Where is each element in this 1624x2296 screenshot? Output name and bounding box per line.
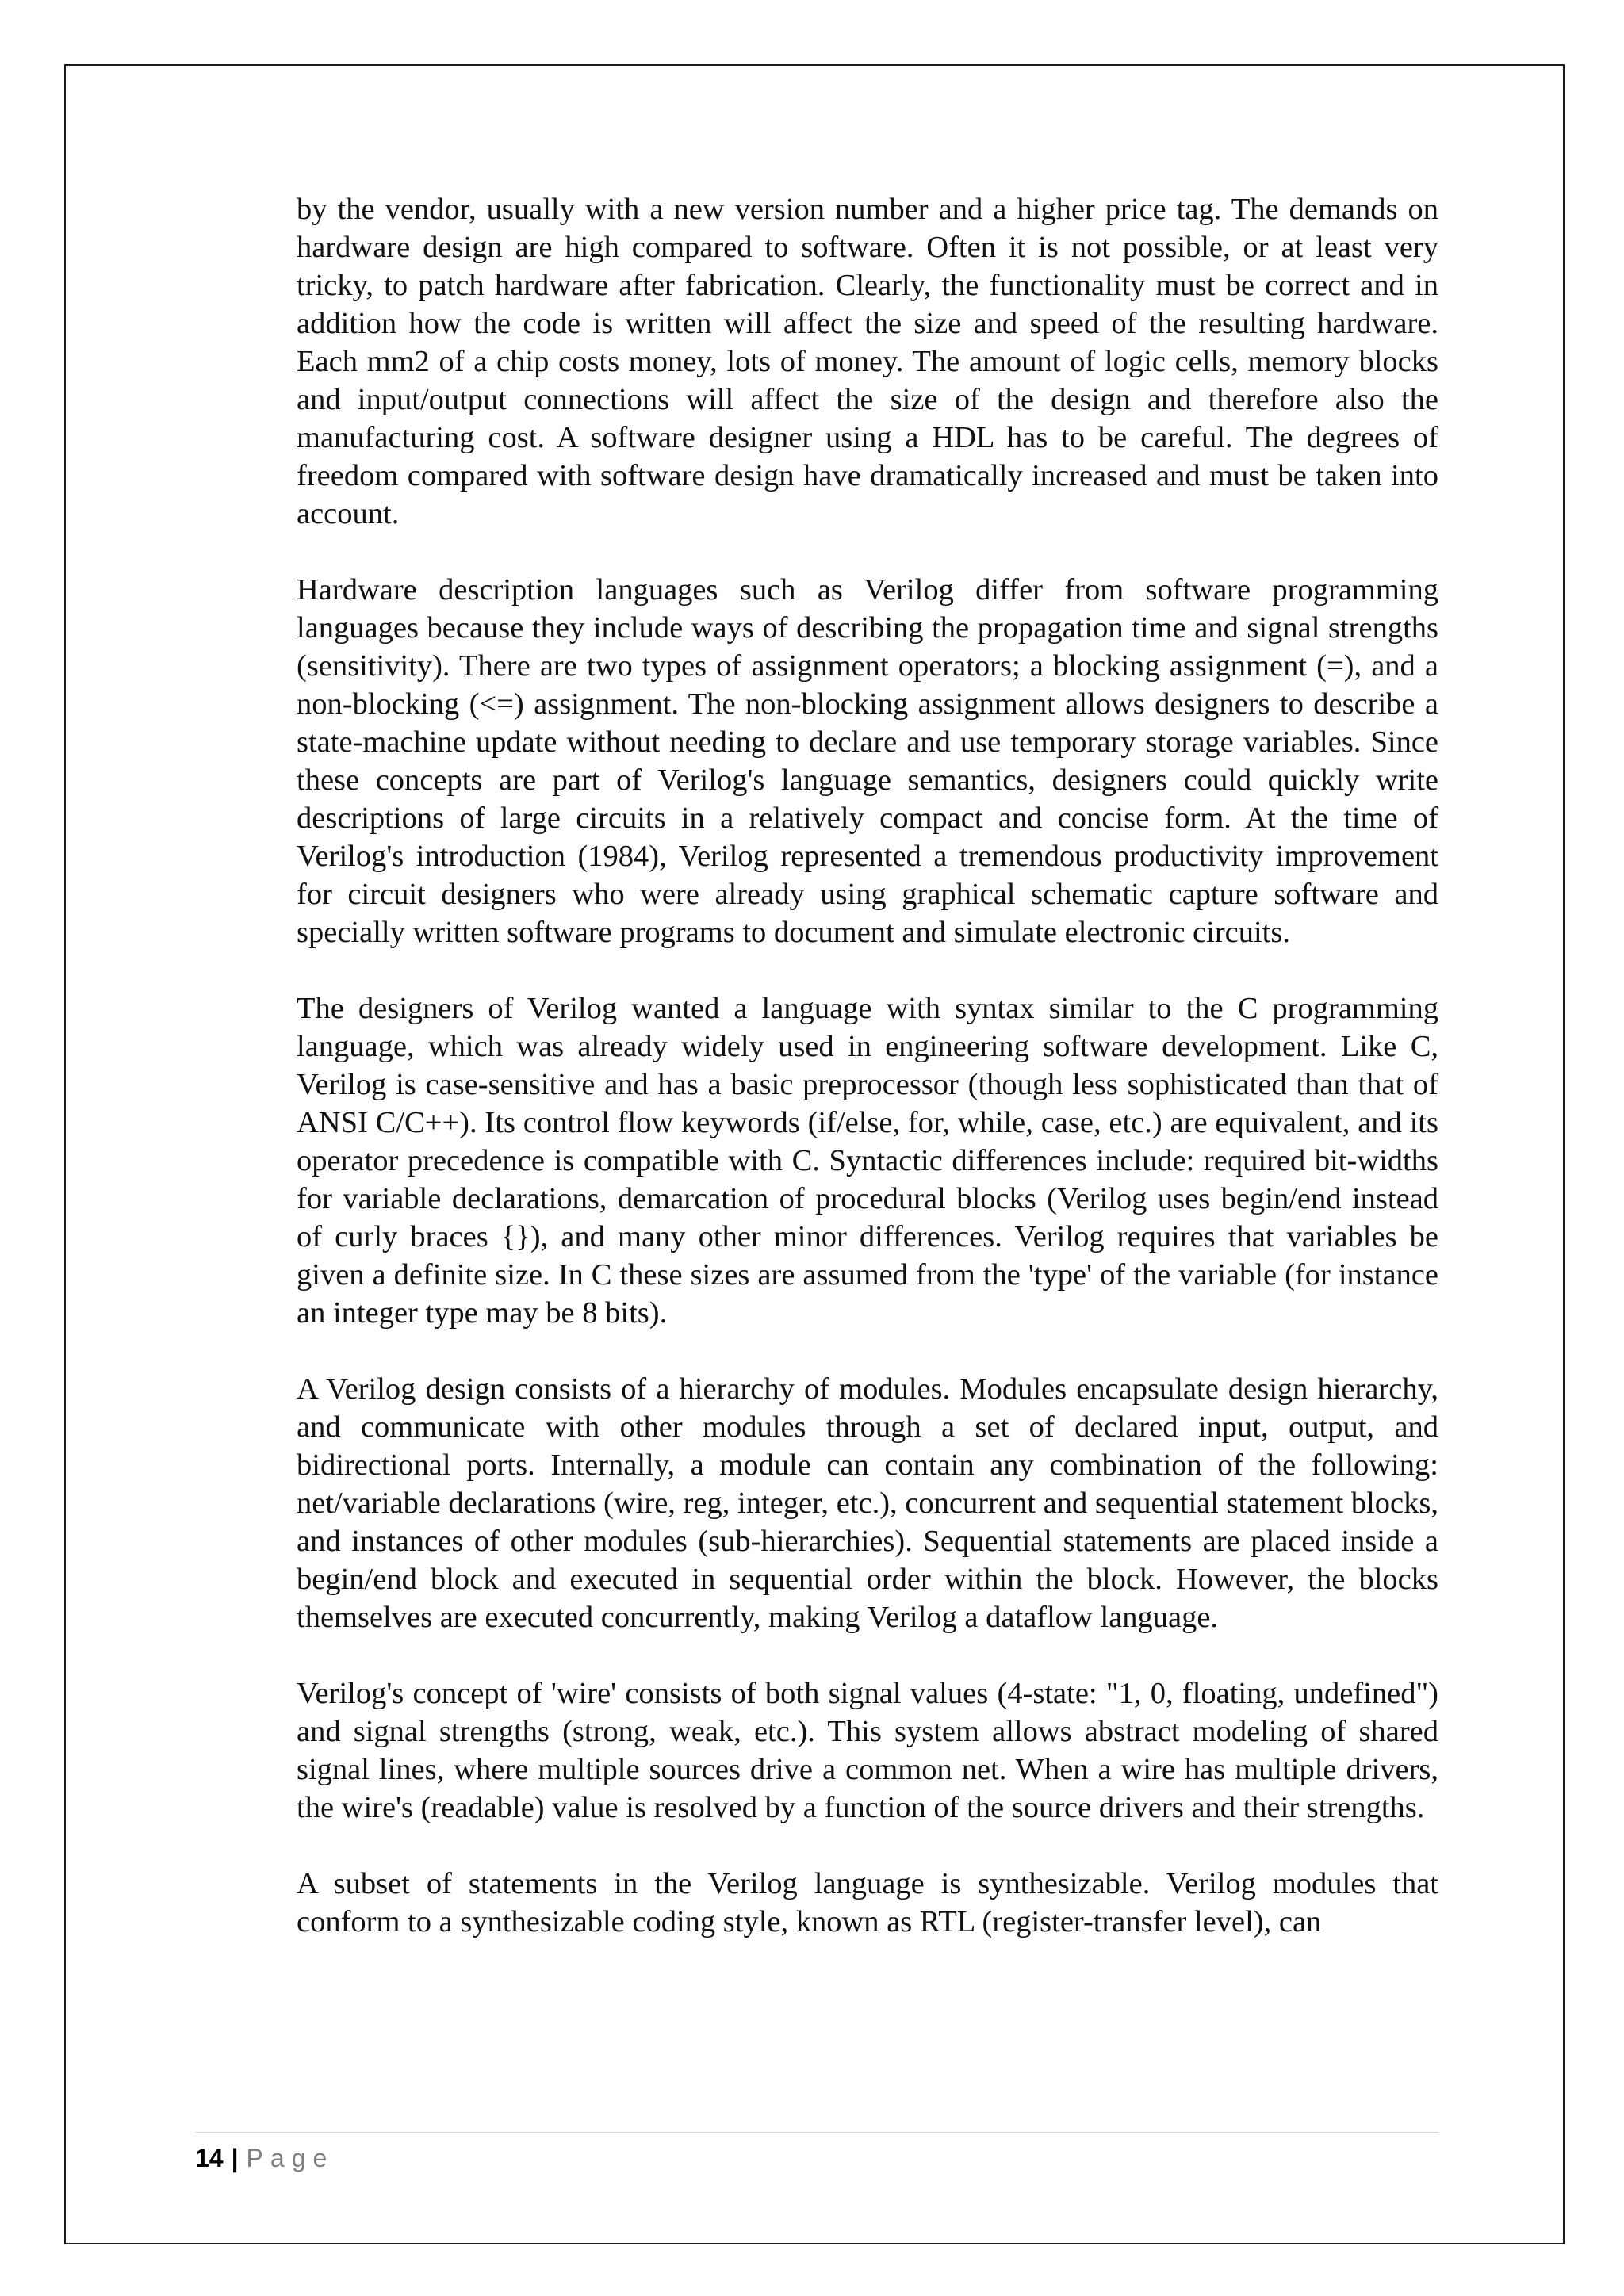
page-number: 14 xyxy=(195,2144,224,2172)
paragraph-4: A Verilog design consists of a hierarchy of modules. Modules encapsulate design hierarchy, and communicate with other modules through a set of declared input, output, and bidirectional ports. Internally, a module can contain any combination of the following: net/variable declarations (wire, reg, integer, etc.), concurrent and sequential statement blocks, and instances of other modules (sub-hierarchies). Sequential statements are placed inside a begin/end block and executed in sequential order within the block. However, the blocks themselves are executed concurrently, making Verilog a dataflow language. xyxy=(297,1372,1438,1634)
paragraph-3: The designers of Verilog wanted a language with syntax similar to the C programming language, which was already widely used in engineering software development. Like C, Verilog is case-sensitive and has a basic preprocessor (though less sophisticated than that of ANSI C/C++). Its control flow keywords (if/else, for, while, case, etc.) are equivalent, and its operator precedence is compatible with C. Syntactic differences include: required bit-widths for variable declarations, demarcation of procedural blocks (Verilog uses begin/end instead of curly braces {}), and many other minor differences. Verilog requires that variables be given a definite size. In C these sizes are assumed from the 'type' of the variable (for instance an integer type may be 8 bits). xyxy=(297,992,1438,1330)
page-label: Page xyxy=(246,2144,335,2172)
paragraph-6: A subset of statements in the Verilog language is synthesizable. Verilog modules that conform to a synthesizable coding style, known as RTL (register-transfer level), can xyxy=(297,1867,1438,1938)
page-footer xyxy=(195,2142,334,2174)
body-text xyxy=(297,190,1438,1941)
paragraph-2: Hardware description languages such as Verilog differ from software programming languages because they include ways of describing the propagation time and signal strengths (sensitivity). There are two types of assignment operators; a blocking assignment (=), and a non-blocking (<=) assignment. The non-blocking assignment allows designers to describe a state-machine update without needing to declare and use temporary storage variables. Since these concepts are part of Verilog's language semantics, designers could quickly write descriptions of large circuits in a relatively compact and concise form. At the time of Verilog's introduction (1984), Verilog represented a tremendous productivity improvement for circuit designers who were already using graphical schematic capture software and specially written software programs to document and simulate electronic circuits. xyxy=(297,573,1438,949)
footer-separator: | xyxy=(231,2144,239,2172)
footer-rule xyxy=(195,2132,1438,2133)
paragraph-5: Verilog's concept of 'wire' consists of both signal values (4-state: "1, 0, floating, undefined") and signal strengths (strong, weak, etc.). This system allows abstract modeling of shared signal lines, where multiple sources drive a common net. When a wire has multiple drivers, the wire's (readable) value is resolved by a function of the source drivers and their strengths. xyxy=(297,1677,1438,1824)
paragraph-1: by the vendor, usually with a new version number and a higher price tag. The demands on hardware design are high compared to software. Often it is not possible, or at least very tricky, to patch hardware after fabrication. Clearly, the functionality must be correct and in addition how the code is written will affect the size and speed of the resulting hardware. Each mm2 of a chip costs money, lots of money. The amount of logic cells, memory blocks and input/output connections will affect the size of the design and therefore also the manufacturing cost. A software designer using a HDL has to be careful. The degrees of freedom compared with software design have dramatically increased and must be taken into account. xyxy=(297,193,1438,530)
